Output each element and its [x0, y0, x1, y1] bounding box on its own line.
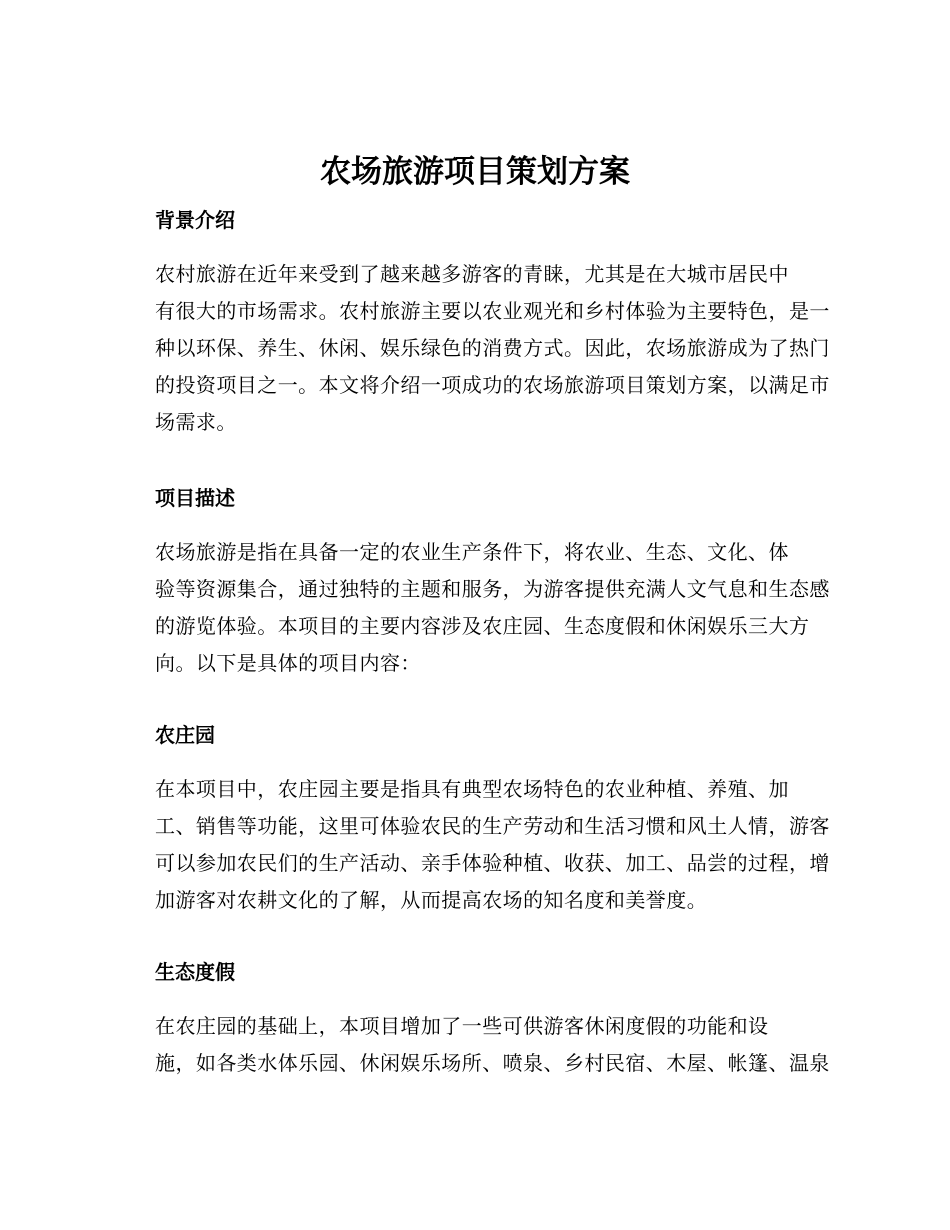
paragraph-line: 工、销售等功能，这里可体验农民的生产劳动和生活习惯和风土人情，游客	[155, 814, 830, 838]
paragraph-line: 场需求。	[155, 410, 237, 434]
document-title: 农场旅游项目策划方案	[320, 154, 630, 190]
paragraph-line: 验等资源集合，通过独特的主题和服务，为游客提供充满人文气息和生态感	[155, 577, 830, 601]
paragraph-line: 的游览体验。本项目的主要内容涉及农庄园、生态度假和休闲娱乐三大方	[155, 614, 810, 638]
paragraph-line: 可以参加农民们的生产活动、亲手体验种植、收获、加工、品尝的过程，增	[155, 851, 830, 875]
paragraph-line: 在农庄园的基础上，本项目增加了一些可供游客休闲度假的功能和设	[155, 1014, 769, 1038]
paragraph-line: 施，如各类水体乐园、休闲娱乐场所、喷泉、乡村民宿、木屋、帐篷、温泉	[155, 1051, 830, 1075]
paragraph-project-description	[112, 534, 830, 682]
paragraph-line: 加游客对农耕文化的了解，从而提高农场的知名度和美誉度。	[155, 888, 708, 912]
section-heading-project-description: 项目描述	[155, 486, 235, 510]
paragraph-background	[112, 256, 830, 441]
section-heading-background: 背景介绍	[155, 208, 235, 232]
paragraph-line: 种以环保、养生、休闲、娱乐绿色的消费方式。因此，农场旅游成为了热门	[155, 336, 830, 360]
section-heading-farm-estate: 农庄园	[155, 723, 215, 747]
paragraph-line: 的投资项目之一。本文将介绍一项成功的农场旅游项目策划方案，以满足市	[155, 373, 830, 397]
paragraph-line: 有很大的市场需求。农村旅游主要以农业观光和乡村体验为主要特色，是一	[155, 299, 830, 323]
paragraph-line: 在本项目中，农庄园主要是指具有典型农场特色的农业种植、养殖、加	[155, 777, 789, 801]
section-heading-eco-resort: 生态度假	[155, 960, 235, 984]
paragraph-line: 农场旅游是指在具备一定的农业生产条件下，将农业、生态、文化、体	[155, 540, 789, 564]
paragraph-eco-resort	[112, 1008, 830, 1082]
paragraph-line: 农村旅游在近年来受到了越来越多游客的青睐，尤其是在大城市居民中	[155, 262, 789, 286]
paragraph-line: 向。以下是具体的项目内容：	[155, 651, 421, 675]
paragraph-farm-estate	[112, 771, 830, 919]
